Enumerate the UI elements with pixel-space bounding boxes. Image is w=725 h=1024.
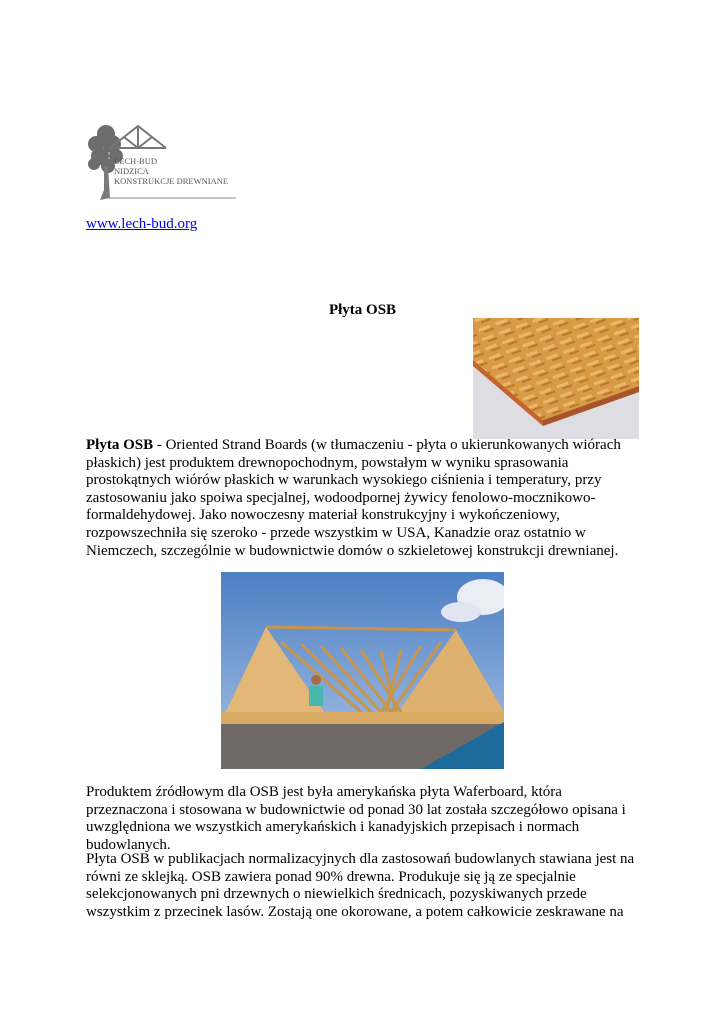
osb-board-image (473, 318, 639, 439)
paragraph-body: - Oriented Strand Boards (w tłumaczeniu - płyta o ukierunkowanych wiórach płaskich) jest produktem drewnopochodnym, powstałym w wyniku sprasowania prostokątnych wiórów płaskich w warunkach wysokiego ciśnienia i temperatury, przy zastosowaniu jako spoiwa specjalnej, wodoodpornej żywicy fenolowo-mocznikowo-formaldehydowej. Jako nowoczesny materiał konstrukcyjny i wykończeniowy, rozpowszechniła się szeroko - przede wszystkim w USA, Kanadzie oraz ostatnio w Niemczech, szczególnie w budownictwie domów o szkieletowej konstrukcji drewnianej. (86, 437, 621, 559)
paragraph-production: Płyta OSB w publikacjach normalizacyjnych dla zastosowań budowlanych stawiana jest na równi ze sklejką. OSB zawiera ponad 90% drewna. Produkuje się ją ze specjalnie selekcjonowanych pni drzewnych o niewielkich średnicach, pozyskiwanych przede wszystkim z przecinek lasów. Zostają one okorowane, a potem całkowicie zeskrawane na (86, 851, 635, 920)
paragraph-lead: Płyta OSB (86, 437, 154, 453)
svg-text:LECH-BUD: LECH-BUD (114, 156, 157, 166)
paragraph-osb-definition (86, 437, 641, 560)
paragraph-waferboard: Produktem źródłowym dla OSB jest była amerykańska płyta Waferboard, która przeznaczona i stosowana w budownictwie od ponad 30 lat została szczegółowo opisana i uwzględniona we wszystkich amerykańskich i kanadyjskich przepisach i normach budowlanych. (86, 784, 626, 853)
page-title: Płyta OSB (328, 302, 397, 318)
tree-house-logo-icon (86, 120, 238, 202)
company-logo (86, 120, 238, 202)
svg-text:KONSTRUKCJE DREWNIANE: KONSTRUKCJE DREWNIANE (114, 176, 229, 186)
house-construction-image (221, 572, 504, 769)
osb-board-photo-icon (473, 318, 639, 439)
house-construction-photo-icon (221, 572, 504, 769)
website-link[interactable]: www.lech-bud.org (86, 216, 198, 232)
svg-text:NIDZICA: NIDZICA (114, 166, 149, 176)
